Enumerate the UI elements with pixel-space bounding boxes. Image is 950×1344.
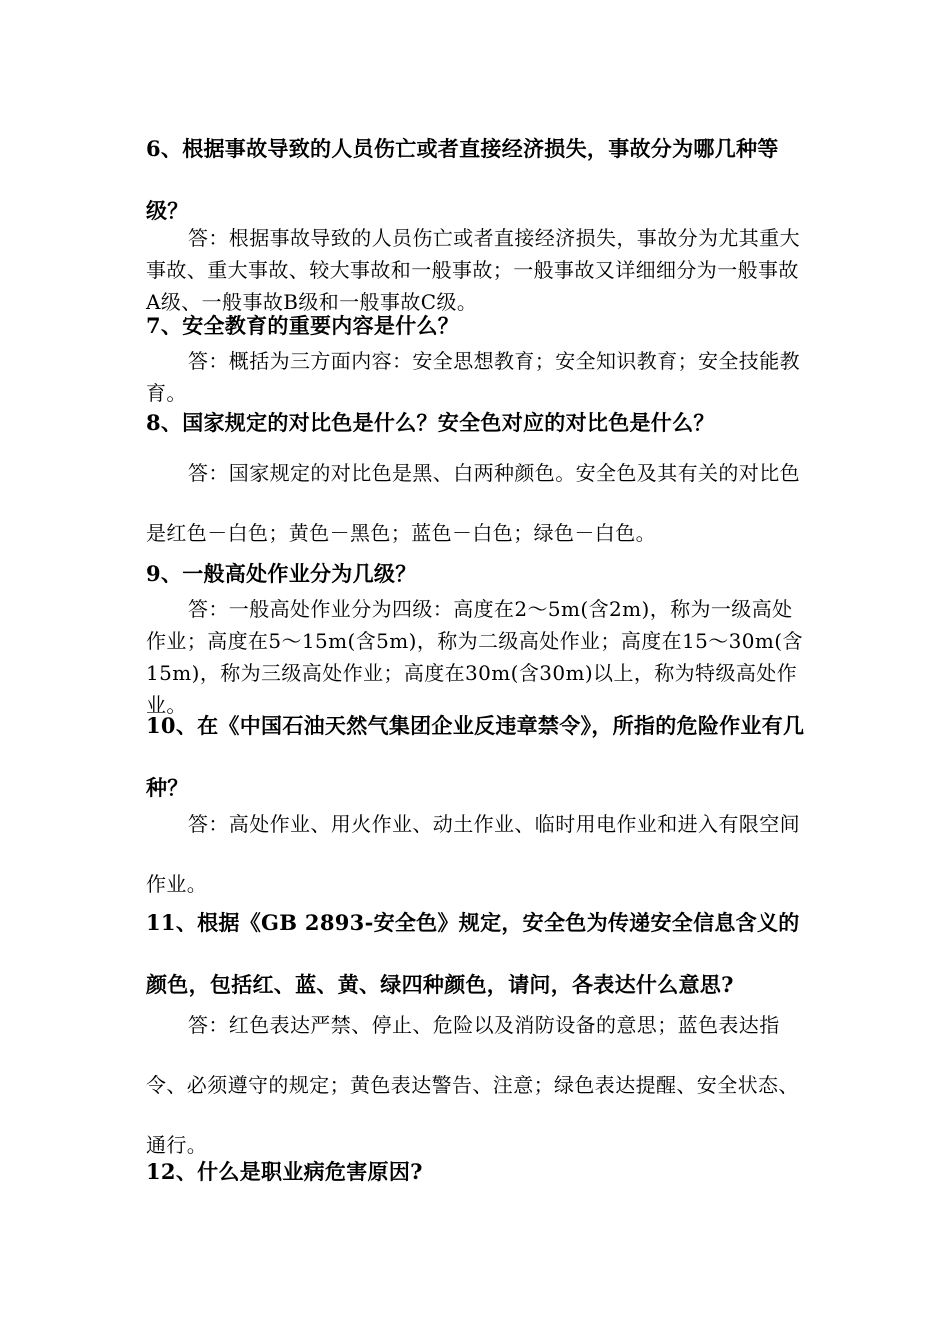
question-7: 7、安全教育的重要内容是什么？ [146,313,460,338]
question-12: 12、什么是职业病危害原因? [146,1159,423,1184]
answer-11: 答：红色表达严禁、停止、危险以及消防设备的意思；蓝色表达指令、必须遵守的规定；黄色表达警告、注意；绿色表达提醒、安全状态、通行。 [146,1013,799,1157]
question-8: 8、国家规定的对比色是什么？安全色对应的对比色是什么？ [146,410,715,435]
answer-6: 答：根据事故导致的人员伤亡或者直接经济损失，事故分为尤其重大事故、重大事故、较大事故和一般事故；一般事故又详细细分为一般事故A级、一般事故B级和一般事故C级。 [146,226,800,314]
answer-7: 答：概括为三方面内容：安全思想教育；安全知识教育；安全技能教育。 [146,349,800,405]
question-6: 6、根据事故导致的人员伤亡或者直接经济损失，事故分为哪几种等级？ [146,136,779,223]
answer-10: 答：高处作业、用火作业、动土作业、临时用电作业和进入有限空间作业。 [146,812,800,896]
question-9: 9、一般高处作业分为几级？ [146,561,417,586]
answer-8: 答：国家规定的对比色是黑、白两种颜色。安全色及其有关的对比色是红色－白色；黄色－黑色；蓝色－白色；绿色－白色。 [146,461,800,545]
question-11: 11、根据《GB 2893-安全色》规定，安全色为传递安全信息含义的颜色，包括红、蓝、黄、绿四种颜色，请问，各表达什么意思? [146,910,800,997]
answer-9: 答：一般高处作业分为四级：高度在2～5m(含2m)，称为一级高处作业；高度在5～15m(含5m)，称为二级高处作业；高度在15～30m(含15m)，称为三级高处作业；高度在30m(含30m)以上，称为特级高处作业。 [146,597,803,717]
question-10: 10、在《中国石油天然气集团企业反违章禁令》，所指的危险作业有几种？ [146,713,805,800]
